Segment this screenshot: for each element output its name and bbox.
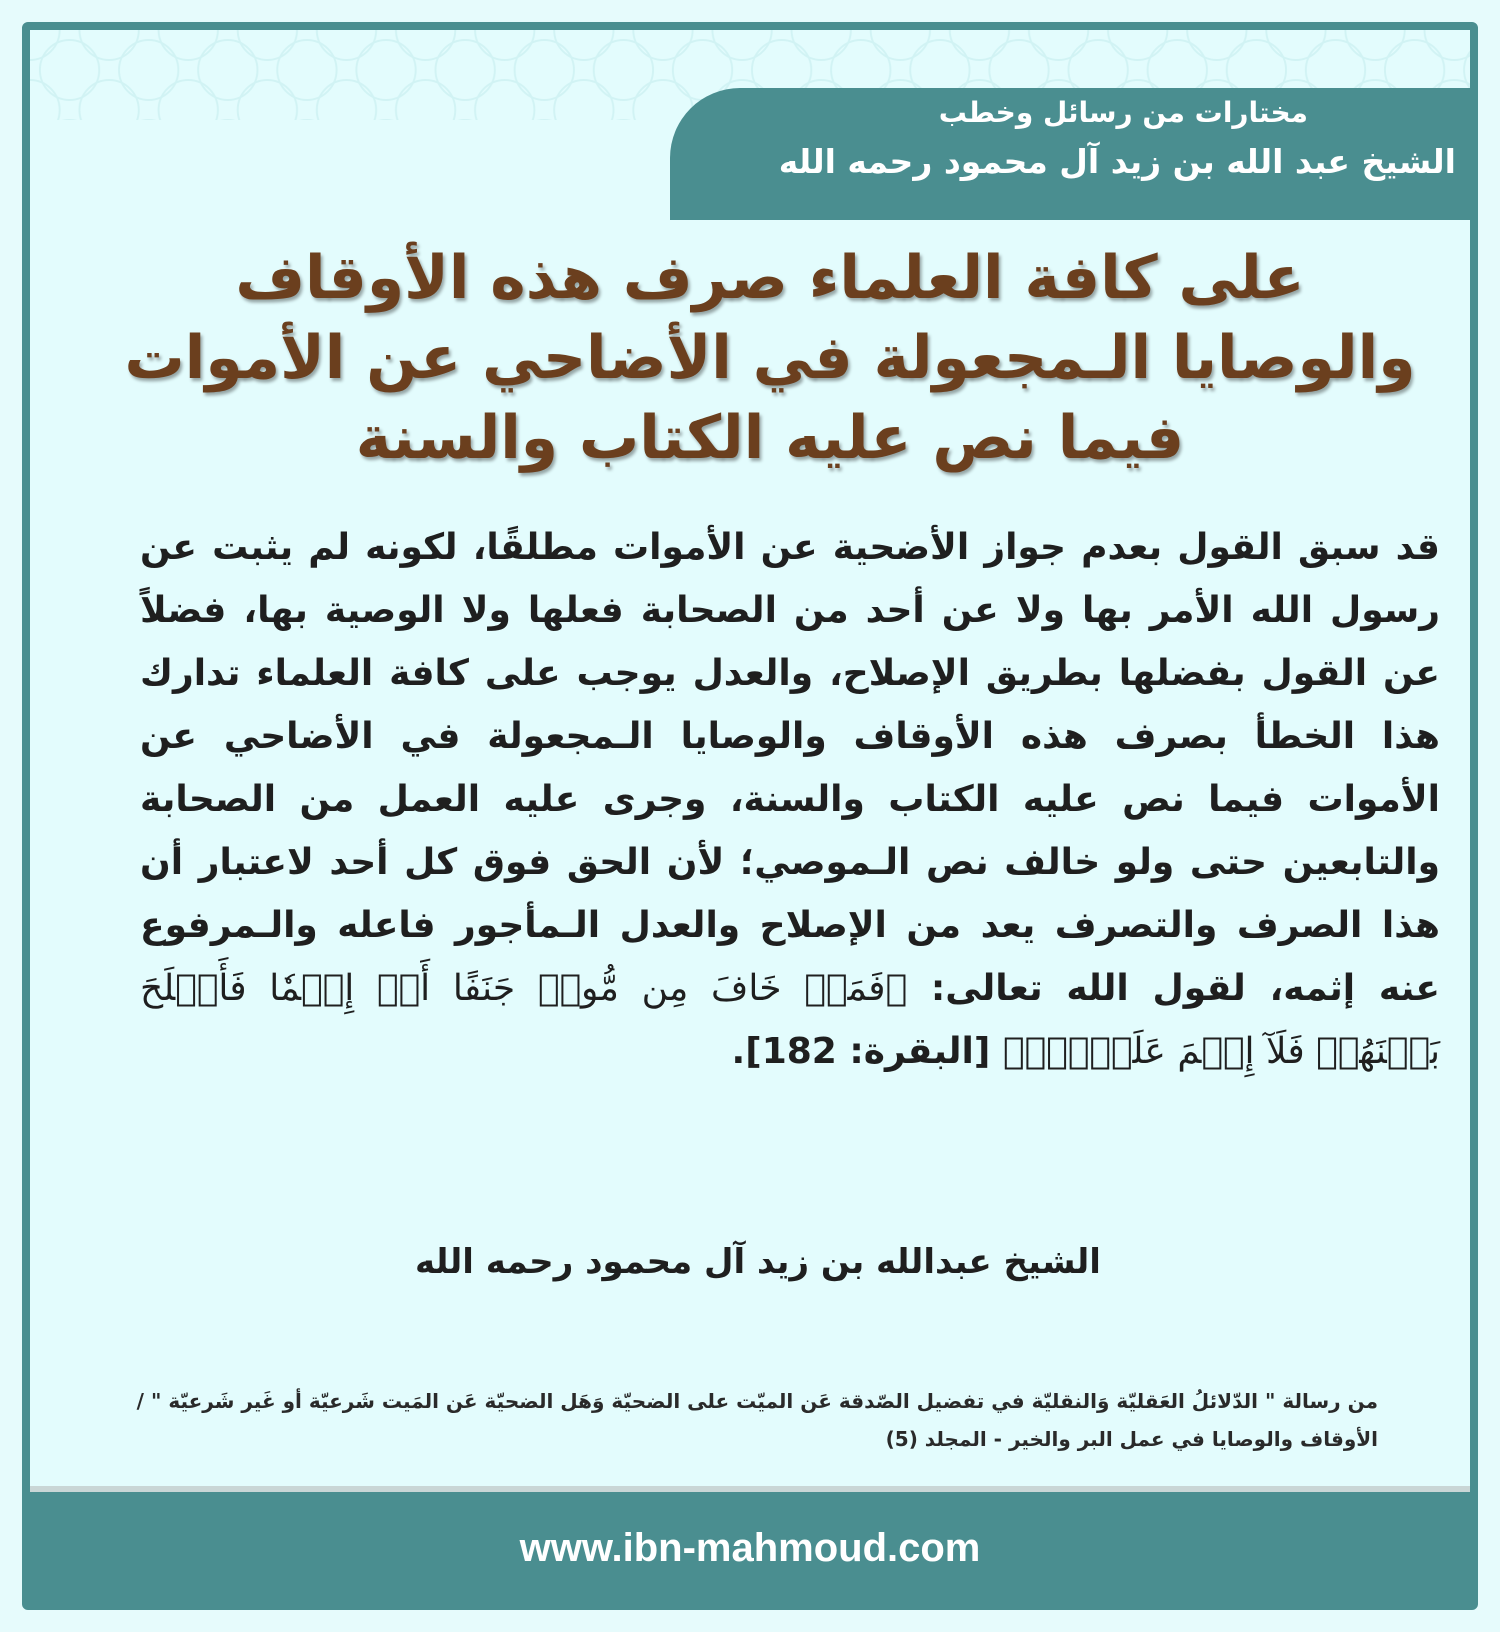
series-title: مختارات من رسائل وخطب: [938, 96, 1308, 129]
header-band: [670, 88, 1470, 220]
card-frame: [22, 22, 1478, 1610]
article-title: على كافة العلماء صرف هذه الأوقاف والوصايا الـمجعولة في الأضاحي عن الأموات فيما نص عليه الكتاب والسنة: [124, 243, 1416, 473]
body-paragraph: قد سبق القول بعدم جواز الأضحية عن الأموات مطلقًا، لكونه لم يثبت عن رسول الله الأمر بها ولا عن أحد من الصحابة فعلها ولا الوصية بها، فضلاً عن القول بفضلها بطريق الإصلاح، والعدل يوجب على كافة العلماء تدارك هذا الخطأ بصرف هذه الأوقاف والوصايا الـمجعولة في الأضاحي عن الأموات فيما نص عليه الكتاب والسنة، وجرى عليه العمل من الصحابة والتابعين حتى ولو خالف نص الـموصي؛ لأن الحق فوق كل أحد لاعتبار أن هذا الصرف والتصرف يعد من الإصلاح والعدل الـمأجور فاعله والـمرفوع عنه إثمه، لقول الله تعالى:: [140, 527, 1440, 1009]
footer: [30, 1492, 1470, 1610]
website-link[interactable]: www.ibn-mahmoud.com: [519, 1526, 981, 1570]
source-citation: من رسالة " الدّلائلُ العَقليّة وَالنقليّة في تفضيل الصّدقة عَن الميّت على الضحيّة وَهَل الضحيّة عَن المَيت شَرعيّة أو غَير شَرعيّة " / الأوقاف والوصايا في عمل البر والخير - المجلد (5): [136, 1389, 1378, 1451]
author-header: الشيخ عبد الله بن زيد آل محمود رحمه الله: [778, 142, 1456, 181]
quran-verse: ﴿فَمَنۡ خَافَ مِن مُّوصٖ جَنَفًا أَوۡ إِثۡمٗا فَأَصۡلَحَ بَيۡنَهُمۡ فَلَآ إِثۡمَ عَلَيۡهِۚ﴾: [140, 968, 1440, 1072]
signature: الشيخ عبدالله بن زيد آل محمود رحمه الله: [415, 1242, 1101, 1282]
verse-reference: [البقرة: 182].: [731, 1031, 991, 1072]
article-body: [140, 516, 1440, 1083]
